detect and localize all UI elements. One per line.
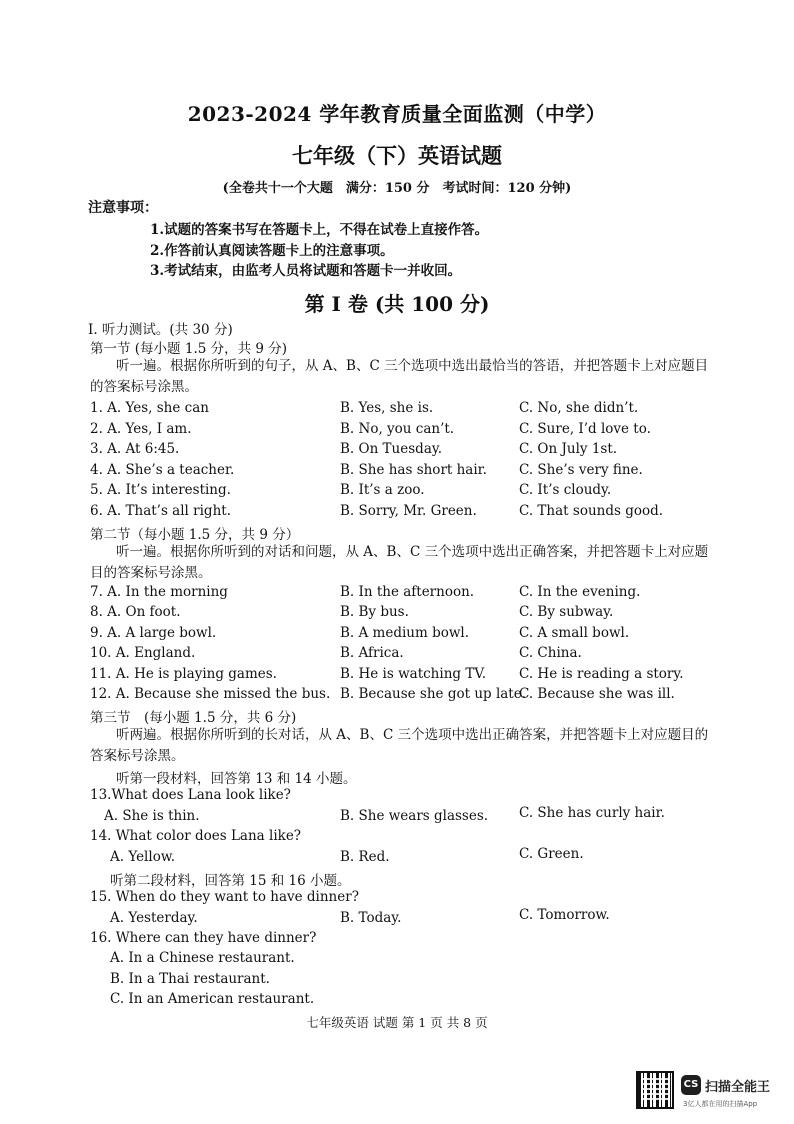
- question-5-c: C. It’s cloudy.: [519, 482, 612, 498]
- watermark-tagline: 3亿人都在用的扫描App: [683, 1100, 758, 1108]
- question-2-b: B. No, you can’t.: [340, 421, 455, 437]
- material-note: 听第二段材料，回答第 15 和 16 小题。: [110, 873, 351, 889]
- question-7-b: B. In the afternoon.: [340, 584, 475, 600]
- question-6-b: B. Sorry, Mr. Green.: [340, 503, 477, 519]
- question-14-c: C. Green.: [519, 846, 584, 862]
- question-1-b: B. Yes, she is.: [340, 400, 434, 416]
- question-8-c: C. By subway.: [519, 604, 614, 620]
- question-7-a: 7. A. In the morning: [90, 584, 228, 600]
- question-13-stem: 13.What does Lana look like?: [90, 787, 291, 803]
- question-8-b: B. By bus.: [340, 604, 409, 620]
- question-9-c: C. A small bowl.: [519, 625, 630, 641]
- qr-code-icon: [636, 1071, 674, 1109]
- question-10-b: B. Africa.: [340, 645, 404, 661]
- notice-item: 2.作答前认真阅读答题卡上的注意事项。: [150, 243, 394, 259]
- question-13-b: B. She wears glasses.: [340, 808, 489, 824]
- question-3-a: 3. A. At 6:45.: [90, 441, 180, 457]
- volume-title: 第 I 卷 (共 100 分): [304, 292, 490, 316]
- notice-heading: 注意事项：: [88, 200, 158, 216]
- question-5-b: B. It’s a zoo.: [340, 482, 425, 498]
- question-5-a: 5. A. It’s interesting.: [90, 482, 231, 498]
- question-12-a: 12. A. Because she missed the bus.: [90, 686, 331, 702]
- question-15-a: A. Yesterday.: [110, 910, 198, 926]
- question-6-c: C. That sounds good.: [519, 503, 664, 519]
- section-instructions: 听一遍。根据你所听到的对话和问题，从 A、B、C 三个选项中选出正确答案，并把答题卡上对应题目的答案标号涂黑。: [90, 544, 709, 581]
- question-14-a: A. Yellow.: [110, 849, 176, 865]
- question-12-c: C. Because she was ill.: [519, 686, 675, 702]
- watermark-app-name: 扫描全能王: [705, 1080, 771, 1095]
- material-note: 听第一段材料，回答第 13 和 14 小题。: [116, 771, 357, 787]
- question-12-b: B. Because she got up late.: [340, 686, 527, 702]
- notice-item: 3.考试结束，由监考人员将试题和答题卡一并收回。: [150, 263, 462, 279]
- question-10-c: C. China.: [519, 645, 582, 661]
- question-7-c: C. In the evening.: [519, 584, 641, 600]
- question-14-stem: 14. What color does Lana like?: [90, 828, 302, 844]
- question-11-c: C. He is reading a story.: [519, 666, 684, 682]
- question-2-c: C. Sure, I’d love to.: [519, 421, 651, 437]
- section-instructions: 听两遍。根据你所听到的长对话，从 A、B、C 三个选项中选出正确答案，并把答题卡上对应题目的答案标号涂黑。: [90, 727, 709, 764]
- page-footer: 七年级英语 试题 第 1 页 共 8 页: [306, 1015, 488, 1030]
- exam-subtitle: 七年级（下）英语试题: [292, 143, 502, 168]
- question-14-b: B. Red.: [340, 849, 390, 865]
- question-4-b: B. She has short hair.: [340, 462, 487, 478]
- question-1-c: C. No, she didn’t.: [519, 400, 639, 416]
- question-4-a: 4. A. She’s a teacher.: [90, 462, 235, 478]
- question-15-c: C. Tomorrow.: [519, 907, 610, 923]
- question-8-a: 8. A. On foot.: [90, 604, 181, 620]
- question-15-stem: 15. When do they want to have dinner?: [90, 889, 359, 905]
- exam-info: (全卷共十一个大题 满分：150 分 考试时间：120 分钟): [222, 181, 572, 196]
- question-15-b: B. Today.: [340, 910, 402, 926]
- part-title: I. 听力测试。(共 30 分): [88, 322, 233, 338]
- camscanner-logo-icon: CS: [681, 1075, 701, 1095]
- question-11-b: B. He is watching TV.: [340, 666, 487, 682]
- question-11-a: 11. A. He is playing games.: [90, 666, 277, 682]
- question-6-a: 6. A. That’s all right.: [90, 503, 231, 519]
- question-16-c: C. In an American restaurant.: [110, 991, 315, 1007]
- question-16-a: A. In a Chinese restaurant.: [110, 950, 295, 966]
- question-10-a: 10. A. England.: [90, 645, 196, 661]
- section-title: 第二节（每小题 1.5 分，共 9 分）: [90, 527, 300, 543]
- question-9-b: B. A medium bowl.: [340, 625, 470, 641]
- exam-title: 2023-2024 学年教育质量全面监测（中学）: [187, 102, 607, 126]
- question-2-a: 2. A. Yes, I am.: [90, 421, 192, 437]
- section-title: 第一节 (每小题 1.5 分，共 9 分): [90, 341, 288, 357]
- question-16-stem: 16. Where can they have dinner?: [90, 930, 317, 946]
- question-13-a: A. She is thin.: [104, 808, 200, 824]
- question-9-a: 9. A. A large bowl.: [90, 625, 217, 641]
- section-instructions: 听一遍。根据你所听到的句子，从 A、B、C 三个选项中选出最恰当的答语，并把答题卡上对应题目的答案标号涂黑。: [90, 358, 709, 395]
- section-title: 第三节 (每小题 1.5 分，共 6 分): [90, 710, 297, 726]
- question-13-c: C. She has curly hair.: [519, 805, 665, 821]
- question-16-b: B. In a Thai restaurant.: [110, 971, 270, 987]
- question-4-c: C. She’s very fine.: [519, 462, 643, 478]
- question-1-a: 1. A. Yes, she can: [90, 400, 209, 416]
- question-3-b: B. On Tuesday.: [340, 441, 442, 457]
- question-3-c: C. On July 1st.: [519, 441, 618, 457]
- notice-item: 1.试题的答案书写在答题卡上，不得在试卷上直接作答。: [150, 222, 489, 238]
